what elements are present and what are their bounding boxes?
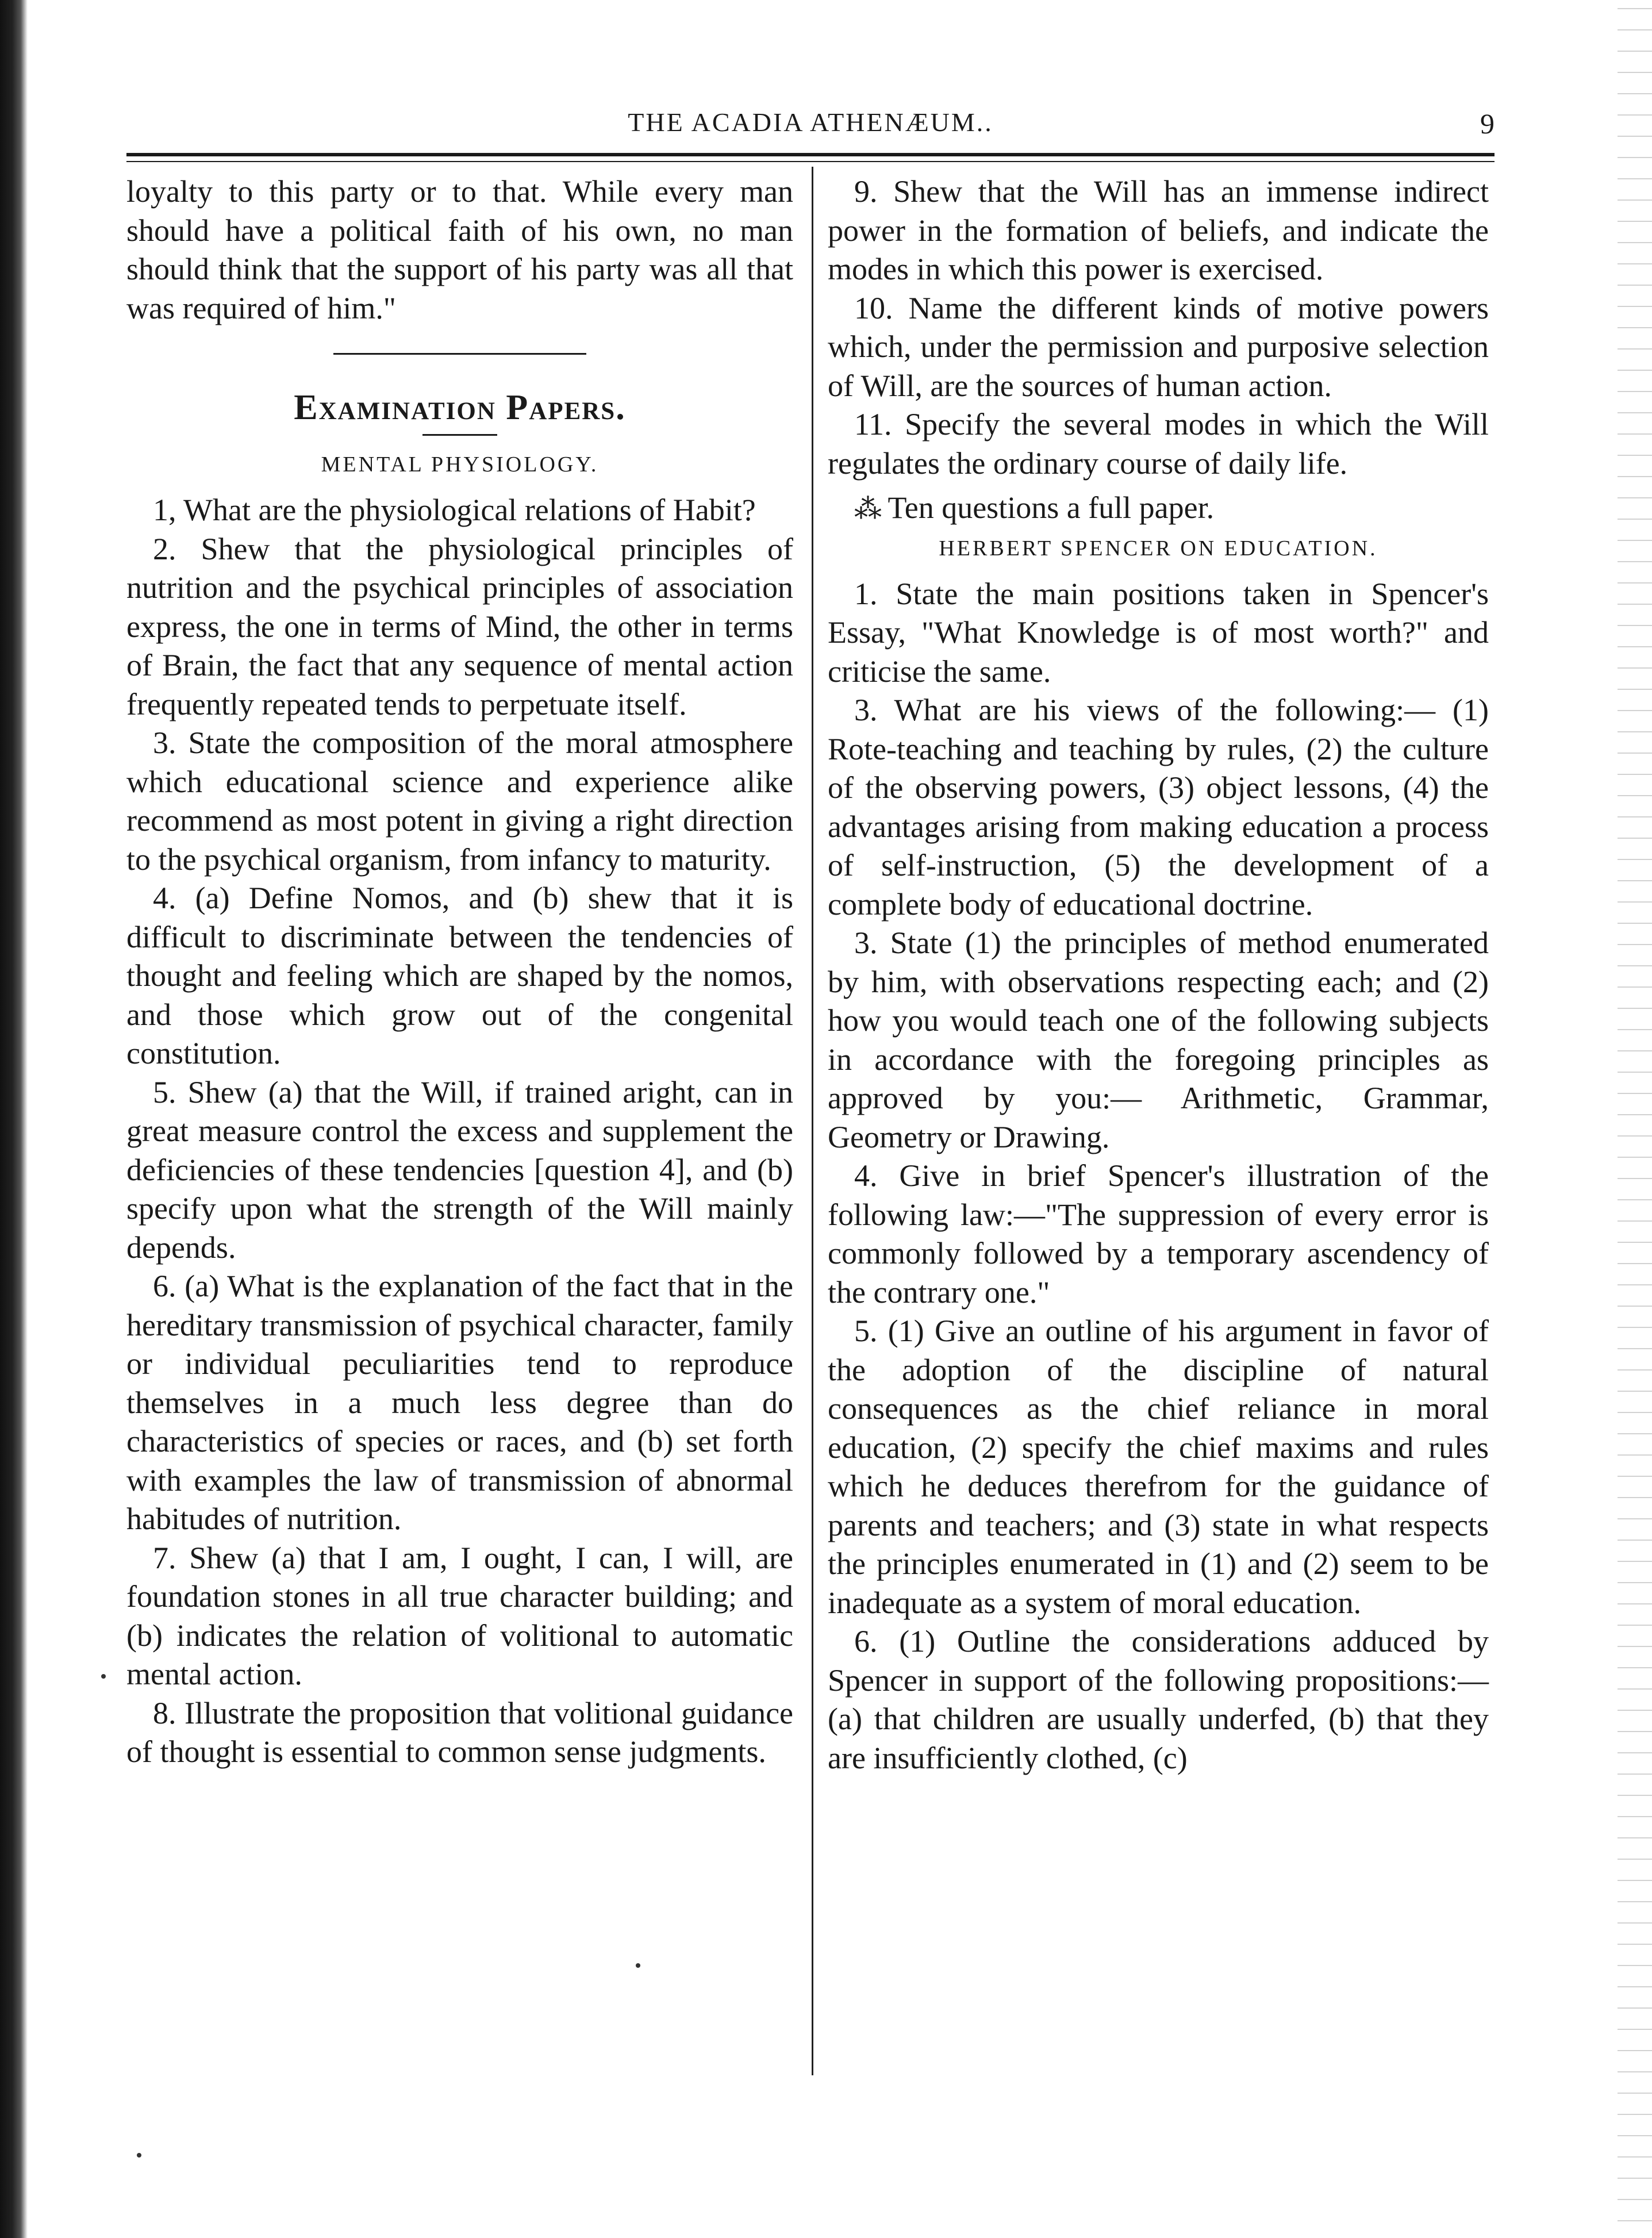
paper-note [828, 489, 1489, 529]
scan-edge-left [0, 0, 28, 2238]
question-2: 2. Shew that the physiological principles of nutrition and the psychical principles of association express, the one in terms of Mind, the other in terms of Brain, the fact that any sequence of mental action frequently repeated tends to perpetuate itself. [126, 531, 793, 721]
header-rule-thick [126, 153, 1495, 156]
question-11: 11. Specify the several modes in which the Will regulates the ordinary course of daily life. [828, 407, 1489, 481]
running-title: THE ACADIA ATHENÆUM.. [628, 108, 993, 137]
right-column [828, 172, 1489, 1778]
ink-speck [636, 1963, 640, 1968]
ink-speck [101, 1674, 106, 1679]
question-6: 6. (a) What is the explanation of the fact that in the hereditary transmission of psychical character, family or individual peculiarities tend to reproduce themselves in a much less degree than do characteristics of species or races, and (b) set forth with examples the law of transmission of abnormal habitudes of nutrition. [126, 1269, 793, 1536]
ink-speck [137, 2153, 141, 2158]
subheading-mental-physiology: MENTAL PHYSIOLOGY. [321, 452, 599, 477]
question-10: 10. Name the different kinds of motive powers which, under the permission and purposive selection of Will, are the sources of human action. [828, 290, 1489, 403]
paper-note-text: Ten questions a full paper. [888, 490, 1215, 525]
question-3: 3. State the composition of the moral atmosphere which educational science and experience alike recommend as most potent in giving a right direction to the psychical organism, from infancy to maturity. [126, 725, 793, 877]
subheading-spencer: HERBERT SPENCER ON EDUCATION. [939, 536, 1378, 561]
spencer-question-1: 1. State the main positions taken in Spencer's Essay, "What Knowledge is of most worth?" and criticise the same. [828, 576, 1489, 689]
spencer-question-2: 3. What are his views of the following:— (1) Rote-teaching and teaching by rules, (2) the culture of the observing powers, (3) object lessons, (4) the advantages arising from making education a process of self-instruction, (5) the development of a complete body of educational doctrine. [828, 693, 1489, 922]
question-7: 7. Shew (a) that I am, I ought, I can, I will, are foundation stones in all true character building; and (b) indicates the relation of volitional to automatic mental action. [126, 1540, 793, 1691]
heading-rule [422, 434, 497, 436]
scan-edge-right [1618, 0, 1652, 2238]
spencer-question-4: 4. Give in brief Spencer's illustration of the following law:—"The suppression of every error is commonly followed by a temporary ascendency of the contrary one." [828, 1158, 1489, 1310]
spencer-question-6: 6. (1) Outline the considerations adduced by Spencer in support of the following propositions:—(a) that children are usually underfed, (b) that they are insufficiently clothed, (c) [828, 1624, 1489, 1775]
left-column [126, 172, 793, 1772]
spencer-question-5: 5. (1) Give an outline of his argument in favor of the adoption of the discipline of natural consequences as the chief reliance in moral education, (2) specify the chief maxims and rules which he deduces therefrom for the guidance of parents and teachers; and (3) state in what respects the principles enumerated in (1) and (2) seem to be inadequate as a system of moral education. [828, 1314, 1489, 1620]
asterism-glyph: ⁂ [854, 494, 881, 524]
page-header [126, 107, 1495, 147]
question-1: 1, What are the physiological relations of Habit? [153, 493, 756, 527]
continuation-paragraph: loyalty to this party or to that. While every man should have a political faith of his own, no man should think that the support of his party was all that was required of him." [126, 174, 793, 325]
section-heading: Examination Papers. [294, 388, 626, 427]
question-8: 8. Illustrate the proposition that volitional guidance of thought is essential to common sense judgments. [126, 1695, 793, 1769]
question-5: 5. Shew (a) that the Will, if trained aright, can in great measure control the excess and supplement the deficiencies of these tendencies [question 4], and (b) specify upon what the strength of the Will mainly depends. [126, 1074, 793, 1265]
question-4: 4. (a) Define Nomos, and (b) shew that it is difficult to discriminate between the tendencies of thought and feeling which are shaped by the nomos, and those which grow out of the congenital constitution. [126, 881, 793, 1070]
section-separator [333, 353, 586, 355]
header-rule-thin [126, 161, 1495, 162]
page-number: 9 [1480, 108, 1495, 140]
column-divider [812, 167, 813, 2075]
question-9: 9. Shew that the Will has an immense indirect power in the formation of beliefs, and indicate the modes in which this power is exercised. [828, 174, 1489, 286]
spencer-question-3: 3. State (1) the principles of method enumerated by him, with observations respecting each; and (2) how you would teach one of the following subjects in accordance with the foregoing principles as approved by you:— Arithmetic, Grammar, Geometry or Drawing. [828, 926, 1489, 1154]
